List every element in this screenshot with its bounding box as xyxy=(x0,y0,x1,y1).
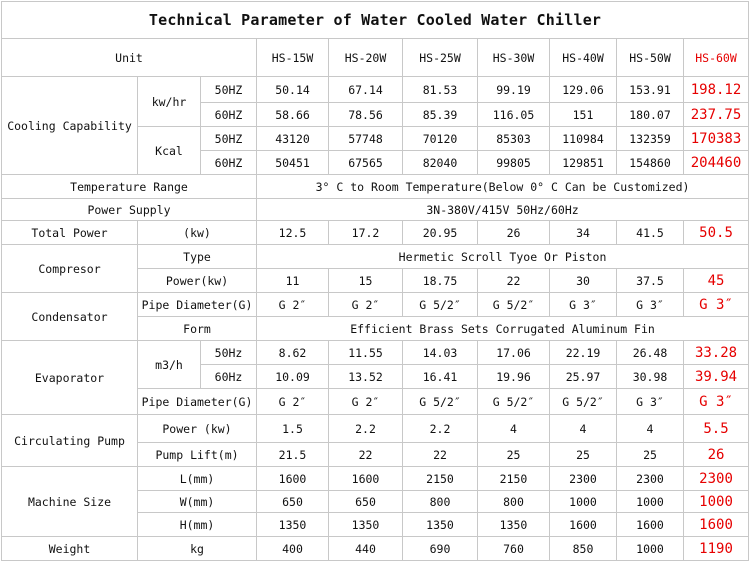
table-cell: 67.14 xyxy=(329,77,403,103)
table-cell: G 3″ xyxy=(617,293,684,317)
frequency-label: 50HZ xyxy=(201,127,257,151)
frequency-label: 60HZ xyxy=(201,103,257,127)
table-row xyxy=(2,341,749,365)
table-cell: 99.19 xyxy=(478,77,550,103)
table-cell: 1600 xyxy=(617,513,684,537)
model-header-highlighted: HS-60W xyxy=(684,39,749,77)
table-cell-highlighted: 39.94 xyxy=(684,365,749,389)
evaporator-pipe-label: Pipe Diameter(G) xyxy=(138,389,257,415)
table-cell: 26 xyxy=(478,221,550,245)
table-cell: 129.06 xyxy=(550,77,617,103)
technical-parameter-table xyxy=(1,1,749,561)
table-cell-highlighted: 33.28 xyxy=(684,341,749,365)
table-cell: G 5/2″ xyxy=(478,389,550,415)
table-cell-highlighted: 1000 xyxy=(684,491,749,513)
table-cell: 50451 xyxy=(257,151,329,175)
table-cell: 25 xyxy=(617,443,684,467)
table-cell: 14.03 xyxy=(403,341,478,365)
pump-power-label: Power (kw) xyxy=(138,415,257,443)
table-cell: 25 xyxy=(550,443,617,467)
table-cell: 57748 xyxy=(329,127,403,151)
compressor-power-label: Power(kw) xyxy=(138,269,257,293)
table-cell: 1350 xyxy=(329,513,403,537)
table-cell: 1000 xyxy=(617,491,684,513)
table-cell: 2.2 xyxy=(403,415,478,443)
table-cell: 1.5 xyxy=(257,415,329,443)
table-cell: 1350 xyxy=(478,513,550,537)
table-cell: 2300 xyxy=(617,467,684,491)
table-row xyxy=(2,221,749,245)
title-row xyxy=(2,2,749,39)
table-cell: G 2″ xyxy=(257,293,329,317)
table-cell: 8.62 xyxy=(257,341,329,365)
table-cell: 2300 xyxy=(550,467,617,491)
table-cell: 650 xyxy=(329,491,403,513)
table-cell: 1600 xyxy=(329,467,403,491)
table-cell-highlighted: 50.5 xyxy=(684,221,749,245)
model-header: HS-50W xyxy=(617,39,684,77)
table-cell-highlighted: 5.5 xyxy=(684,415,749,443)
table-cell: 10.09 xyxy=(257,365,329,389)
table-cell: G 2″ xyxy=(257,389,329,415)
table-cell: 20.95 xyxy=(403,221,478,245)
evaporator-flow-unit: m3/h xyxy=(138,341,201,389)
table-row xyxy=(2,77,749,103)
model-header: HS-25W xyxy=(403,39,478,77)
table-cell-highlighted: 1600 xyxy=(684,513,749,537)
table-cell: 116.05 xyxy=(478,103,550,127)
height-label: H(mm) xyxy=(138,513,257,537)
power-supply-label: Power Supply xyxy=(2,199,257,221)
temperature-range-value: 3° C to Room Temperature(Below 0° C Can be Customized) xyxy=(257,175,749,199)
condensator-form-value: Efficient Brass Sets Corrugated Aluminum Fin xyxy=(257,317,749,341)
compressor-type-value: Hermetic Scroll Tyoe Or Piston xyxy=(257,245,749,269)
table-cell: 81.53 xyxy=(403,77,478,103)
table-cell: G 3″ xyxy=(617,389,684,415)
table-cell: G 2″ xyxy=(329,293,403,317)
table-cell-highlighted: 198.12 xyxy=(684,77,749,103)
table-row xyxy=(2,199,749,221)
width-label: W(mm) xyxy=(138,491,257,513)
table-cell: 67565 xyxy=(329,151,403,175)
table-cell: 4 xyxy=(478,415,550,443)
table-cell: G 5/2″ xyxy=(550,389,617,415)
table-cell: 19.96 xyxy=(478,365,550,389)
model-header: HS-40W xyxy=(550,39,617,77)
circulating-pump-label: Circulating Pump xyxy=(2,415,138,467)
table-cell: 22 xyxy=(329,443,403,467)
table-cell: 1000 xyxy=(550,491,617,513)
table-row xyxy=(2,467,749,491)
evaporator-label: Evaporator xyxy=(2,341,138,415)
table-cell: 16.41 xyxy=(403,365,478,389)
frequency-label: 50HZ xyxy=(201,77,257,103)
cooling-capability-label: Cooling Capability xyxy=(2,77,138,175)
table-cell: 1600 xyxy=(257,467,329,491)
table-cell-highlighted: 2300 xyxy=(684,467,749,491)
table-cell: 41.5 xyxy=(617,221,684,245)
table-cell: 129851 xyxy=(550,151,617,175)
frequency-label: 60HZ xyxy=(201,151,257,175)
table-cell-highlighted: 204460 xyxy=(684,151,749,175)
temperature-range-label: Temperature Range xyxy=(2,175,257,199)
table-cell: 85303 xyxy=(478,127,550,151)
table-cell: 15 xyxy=(329,269,403,293)
condensator-pipe-label: Pipe Diameter(G) xyxy=(138,293,257,317)
table-cell: 22 xyxy=(478,269,550,293)
condensator-label: Condensator xyxy=(2,293,138,341)
table-cell-highlighted: 26 xyxy=(684,443,749,467)
table-cell: 30.98 xyxy=(617,365,684,389)
table-cell: 4 xyxy=(550,415,617,443)
table-cell: 58.66 xyxy=(257,103,329,127)
model-header: HS-15W xyxy=(257,39,329,77)
table-cell-highlighted: G 3″ xyxy=(684,389,749,415)
table-row xyxy=(2,245,749,269)
table-cell: 50.14 xyxy=(257,77,329,103)
table-cell: 650 xyxy=(257,491,329,513)
machine-size-label: Machine Size xyxy=(2,467,138,537)
table-cell: 1350 xyxy=(403,513,478,537)
table-cell: 26.48 xyxy=(617,341,684,365)
table-cell: 43120 xyxy=(257,127,329,151)
frequency-label: 60Hz xyxy=(201,365,257,389)
power-supply-value: 3N-380V/415V 50Hz/60Hz xyxy=(257,199,749,221)
weight-label: Weight xyxy=(2,537,138,561)
table-cell: 132359 xyxy=(617,127,684,151)
compressor-type-label: Type xyxy=(138,245,257,269)
table-cell: 78.56 xyxy=(329,103,403,127)
table-cell-highlighted: 170383 xyxy=(684,127,749,151)
table-row xyxy=(2,415,749,443)
table-cell: 99805 xyxy=(478,151,550,175)
table-cell: 85.39 xyxy=(403,103,478,127)
table-cell: 180.07 xyxy=(617,103,684,127)
table-cell: 1350 xyxy=(257,513,329,537)
table-cell: G 5/2″ xyxy=(403,389,478,415)
total-power-label: Total Power xyxy=(2,221,138,245)
table-cell: G 5/2″ xyxy=(403,293,478,317)
table-cell: 17.2 xyxy=(329,221,403,245)
table-cell: 82040 xyxy=(403,151,478,175)
table-cell: 11 xyxy=(257,269,329,293)
table-cell: 800 xyxy=(478,491,550,513)
table-cell-highlighted: 1190 xyxy=(684,537,749,561)
table-cell: 440 xyxy=(329,537,403,561)
table-cell: 12.5 xyxy=(257,221,329,245)
table-cell: 2150 xyxy=(403,467,478,491)
table-cell: 1000 xyxy=(617,537,684,561)
table-cell: 25 xyxy=(478,443,550,467)
header-row xyxy=(2,39,749,77)
weight-unit: kg xyxy=(138,537,257,561)
table-cell: 34 xyxy=(550,221,617,245)
table-cell: 154860 xyxy=(617,151,684,175)
compressor-label: Compresor xyxy=(2,245,138,293)
kcal-unit-label: Kcal xyxy=(138,127,201,175)
table-cell: 151 xyxy=(550,103,617,127)
table-cell: 30 xyxy=(550,269,617,293)
table-cell-highlighted: G 3″ xyxy=(684,293,749,317)
table-cell: 21.5 xyxy=(257,443,329,467)
table-row xyxy=(2,175,749,199)
table-cell: 1600 xyxy=(550,513,617,537)
table-cell: 4 xyxy=(617,415,684,443)
kw-unit-label: kw/hr xyxy=(138,77,201,127)
table-title: Technical Parameter of Water Cooled Water Chiller xyxy=(2,2,749,39)
total-power-unit: (kw) xyxy=(138,221,257,245)
table-cell: 400 xyxy=(257,537,329,561)
table-cell: 11.55 xyxy=(329,341,403,365)
model-header: HS-30W xyxy=(478,39,550,77)
condensator-form-label: Form xyxy=(138,317,257,341)
table-cell: 690 xyxy=(403,537,478,561)
table-cell: 2.2 xyxy=(329,415,403,443)
table-cell: 110984 xyxy=(550,127,617,151)
table-cell: 18.75 xyxy=(403,269,478,293)
length-label: L(mm) xyxy=(138,467,257,491)
table-cell: 800 xyxy=(403,491,478,513)
table-cell: 37.5 xyxy=(617,269,684,293)
table-cell: 22.19 xyxy=(550,341,617,365)
table-cell: 17.06 xyxy=(478,341,550,365)
table-cell: 850 xyxy=(550,537,617,561)
table-cell-highlighted: 237.75 xyxy=(684,103,749,127)
table-cell: 70120 xyxy=(403,127,478,151)
model-header: HS-20W xyxy=(329,39,403,77)
pump-lift-label: Pump Lift(m) xyxy=(138,443,257,467)
table-cell: 22 xyxy=(403,443,478,467)
table-cell: G 3″ xyxy=(550,293,617,317)
table-row xyxy=(2,537,749,561)
spec-table-container xyxy=(1,1,750,561)
table-cell: G 5/2″ xyxy=(478,293,550,317)
unit-header: Unit xyxy=(2,39,257,77)
table-cell: 25.97 xyxy=(550,365,617,389)
table-cell: G 2″ xyxy=(329,389,403,415)
table-cell: 13.52 xyxy=(329,365,403,389)
table-cell: 2150 xyxy=(478,467,550,491)
table-cell-highlighted: 45 xyxy=(684,269,749,293)
table-cell: 760 xyxy=(478,537,550,561)
table-row xyxy=(2,293,749,317)
table-cell: 153.91 xyxy=(617,77,684,103)
frequency-label: 50Hz xyxy=(201,341,257,365)
